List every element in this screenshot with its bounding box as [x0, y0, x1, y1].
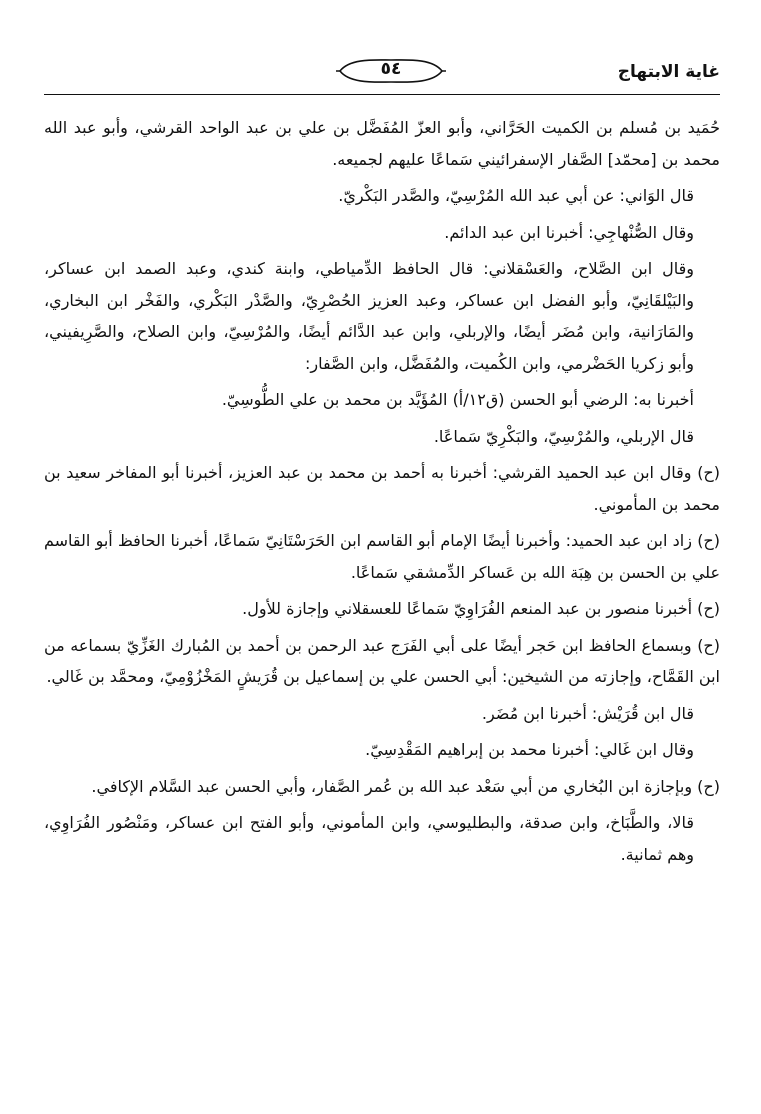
paragraph: قالا، والطَّبَاخ، وابن صدقة، والبطليوسي، وابن المأموني، وأبو الفتح ابن عساكر، ومَنْصُور الفُرَاوِي، وهم ثمانية. [44, 813, 694, 864]
paragraph: (ح) وبإجازة ابن البُخاري من أبي سَعْد عبد الله بن عُمر الصَّفار، وأبي الحسن عبد السَّلام الإكافي. [91, 776, 720, 796]
paragraph: وقال الصُّنْهاجِي: أخبرنا ابن عبد الدائم. [444, 222, 694, 242]
page-number: ٥٤ [380, 59, 402, 79]
paragraph: أخبرنا به: الرضي أبو الحسن (ق١٢/أ) المُؤَيَّد بن محمد بن علي الطُّوسِيّ. [221, 390, 694, 409]
header-divider [44, 94, 720, 95]
paragraph: (ح) وقال ابن عبد الحميد القرشي: أخبرنا به أحمد بن محمد بن عبد العزيز، أخبرنا أبو المفاخر سعيد بن محمد بن المأموني. [44, 463, 720, 514]
paragraph: (ح) زاد ابن عبد الحميد: وأخبرنا أيضًا الإمام أبو القاسم ابن الحَرَسْتَانِيّ سَماعًا، أخبرنا الحافظ أبو القاسم علي بن الحسن بن هِبَة الله بن عَساكر الدِّمشقي سَماعًا. [44, 531, 720, 582]
page-header [44, 56, 720, 92]
paragraph: قال ابن قُرَيْش: أخبرنا ابن مُضَر. [481, 703, 694, 723]
paragraph: وقال ابن غَالي: أخبرنا محمد بن إبراهيم المَقْدِسِيّ. [365, 740, 694, 759]
running-title: غاية الابتهاج [617, 62, 720, 82]
paragraph: (ح) أخبرنا منصور بن عبد المنعم الفُرَاوِيّ سَماعًا للعسقلاني وإجازة للأول. [242, 599, 720, 618]
paragraph: (ح) وبسماع الحافظ ابن حَجر أيضًا على أبي الفَرَج عبد الرحمن بن أحمد بن المُبارك الغَزِّيّ بسماعه من ابن القَمَّاح، وإجازته من الشيخين: أبي الحسن علي بن إسماعيل بن قُرَيشٍ المَخْزُوْمِيّ، ومحمَّد بن غَالي. [44, 635, 720, 686]
paragraph: قال الوَاني: عن أبي عبد الله المُرْسِيّ، والصَّدر البَكْريّ. [338, 186, 694, 205]
paragraph: قال الإربلي، والمُرْسِيّ، والبَكْرِيّ سَماعًا. [433, 426, 694, 446]
main-text [44, 112, 720, 875]
paragraph: وقال ابن الصَّلاح، والعَسْقلاني: قال الحافظ الدِّمياطي، وابنة كندي، وعبد الصمد ابن عساكر، والبَيْلقَانِيّ، وأبو الفضل ابن عساكر، وعبد العزيز الحُصْرِيّ، والصَّدْر البَكْري، والفَخْر ابن البخاري، والمَارَانية، وابن مُضَر أيضًا، والإربلي، وابن عبد الدَّائم أيضًا، والمُرْسِيّ، وابن الصلاح، والصَّرِيفيني، وأبو زكريا الحَضْرمي، وابن الكُميت، والمُفَضَّل، وابن الصَّفار: [44, 259, 694, 373]
paragraph: حُمَيد بن مُسلم بن الكميت الحَرَّاني، وأبو العزّ المُفَضَّل بن علي بن عبد الواحد القرشي، وأبو عبد الله محمد بن [محمّد] الصَّفار الإسفرائيني سَماعًا عليهم لجميعه. [44, 118, 720, 169]
page-number-frame [336, 56, 446, 86]
